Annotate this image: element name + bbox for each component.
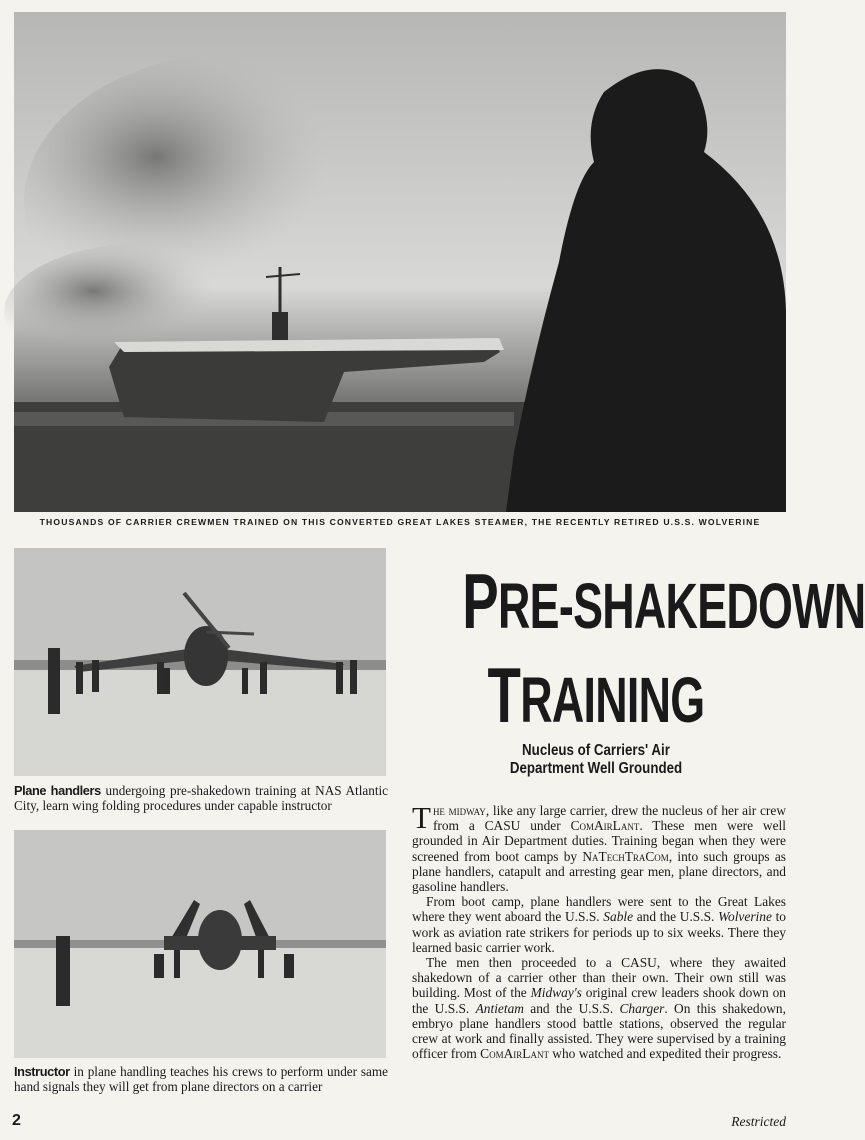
subhead-line-1: Nucleus of Carriers' Air: [522, 742, 670, 759]
plane-handlers-caption: [14, 783, 388, 813]
restricted-label: Restricted: [731, 1114, 786, 1129]
caption-text: undergoing pre-shakedown training at NAS Atlantic City, learn wing folding procedures under capable instructor: [14, 783, 388, 813]
body-paragraph-1: The midway, like any large carrier, drew the nucleus of her air crew from a CASU under ComAirLant. These men were well grounded in Air Department duties. Training began when they were screened from boot camps by NaTechTraCom, into such groups as plane handlers, catapult and arresting gear men, plane directors, and gasoline handlers.: [412, 800, 786, 895]
instructor-caption: [14, 1064, 388, 1094]
headline-line-2: TRAINING: [487, 651, 705, 739]
article-body: [412, 800, 787, 1062]
article-subhead: [405, 742, 787, 778]
top-photo-caption: THOUSANDS OF CARRIER CREWMEN TRAINED ON THIS CONVERTED GREAT LAKES STEAMER, THE RECENTLY RETIRED U.S.S. WOLVERINE: [39, 517, 761, 527]
subhead-line-2: Department Well Grounded: [509, 760, 683, 777]
page-number: 2: [12, 1112, 21, 1129]
body-paragraph-3: The men then proceeded to a CASU, where they awaited shakedown of a carrier other than their own. Their own still was building. Most of the Midway's original crew leaders shook down on the U.S.S. Antietam and the U.S.S. Charger. On this shakedown, embryo plane handlers stood battle stations, observed the regular crew at work and finally assisted. They were supervised by a training officer from ComAirLant who watched and expedited their progress.: [412, 955, 786, 1062]
caption-text: in plane handling teaches his crews to perform under same hand signals they will get from plane directors on a carrier: [14, 1064, 388, 1094]
caption-lead: Instructor: [14, 1064, 70, 1079]
body-paragraph-2: From boot camp, plane handlers were sent to the Great Lakes where they went aboard the U.S.S. Sable and the U.S.S. Wolverine to work as aviation rate strikers for periods up to six weeks. There they learned basic carrier work.: [412, 894, 787, 955]
article-headline: [405, 557, 865, 739]
drop-cap: T: [412, 800, 431, 835]
headline-line-1: PRE-SHAKEDOWN: [462, 557, 865, 645]
plane-handlers-photo: [14, 548, 386, 776]
instructor-photo: [14, 830, 386, 1058]
carrier-photo: [14, 12, 786, 512]
caption-lead: Plane handlers: [14, 783, 101, 798]
